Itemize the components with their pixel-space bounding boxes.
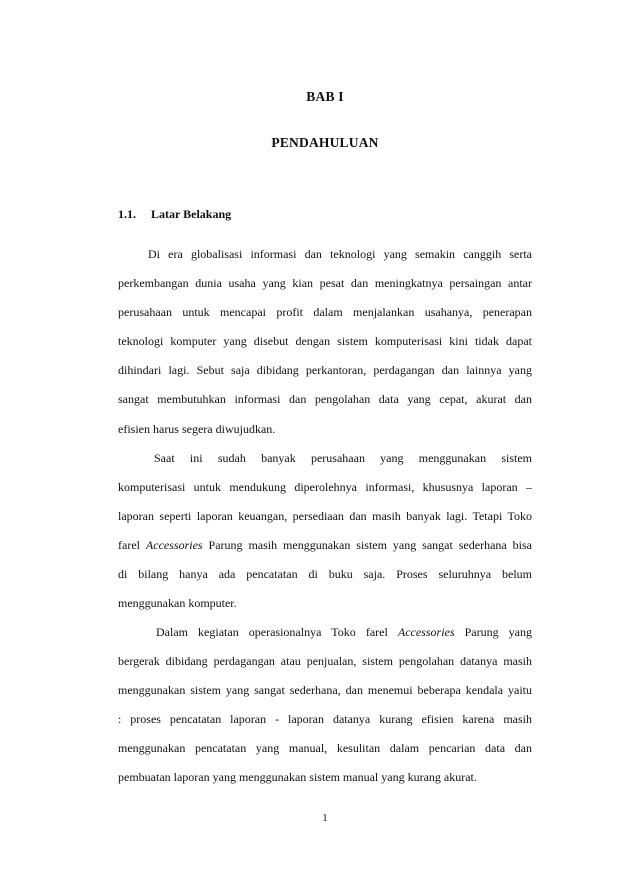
paragraph-line: di bilang hanya ada pencatatan di buku saja. Proses seluruhnya belum: [118, 567, 532, 582]
paragraph-line: pembuatan laporan yang menggunakan sistem manual yang kurang akurat.: [118, 770, 477, 785]
paragraph-1: [118, 240, 532, 444]
section-title: Latar Belakang: [151, 207, 232, 221]
italic-term: Accessories: [145, 538, 203, 553]
paragraph-line: Saat ini sudah banyak perusahaan yang menggunakan sistem: [154, 451, 532, 465]
paragraph-line: dihindari lagi. Sebut saja dibidang perkantoran, perdagangan dan lainnya yang: [118, 363, 532, 378]
chapter-number: BAB I: [306, 89, 344, 104]
paragraph-line: perusahaan untuk mencapai profit dalam menjalankan usahanya, penerapan: [118, 305, 532, 320]
paragraph-line: teknologi komputer yang disebut dengan sistem komputerisasi kini tidak dapat: [118, 334, 532, 349]
section-heading: [118, 207, 231, 222]
paragraph-line: Dalam kegiatan operasionalnya Toko farel Accessories Parung yang: [156, 625, 532, 639]
paragraph-line: farel Accessories Parung masih menggunakan sistem yang sangat sederhana bisa: [118, 538, 532, 553]
paragraph-line: Di era globalisasi informasi dan teknologi yang semakin canggih serta: [148, 247, 532, 261]
section-number: 1.1.: [118, 207, 136, 221]
paragraph-line: : proses pencatatan laporan - laporan datanya kurang efisien karena masih: [118, 712, 532, 727]
italic-term: Accessories: [397, 625, 455, 639]
chapter-title: PENDAHULUAN: [271, 135, 379, 150]
paragraph-line: perkembangan dunia usaha yang kian pesat dan meningkatnya persaingan antar: [118, 276, 532, 291]
page-number: 1: [322, 812, 328, 824]
paragraph-3: [118, 618, 532, 793]
paragraph-line: menggunakan komputer.: [118, 596, 237, 611]
paragraph-line: efisien harus segera diwujudkan.: [118, 421, 276, 436]
paragraph-line: bergerak dibidang perdagangan atau penjualan, sistem pengolahan datanya masih: [118, 654, 532, 669]
paragraph-line: menggunakan sistem yang sangat sederhana, dan menemui beberapa kendala yaitu: [118, 683, 532, 698]
paragraph-line: menggunakan pencatatan yang manual, kesulitan dalam pencarian data dan: [118, 741, 532, 756]
paragraph-line: sangat membutuhkan informasi dan pengolahan data yang cepat, akurat dan: [118, 392, 532, 407]
paragraph-2: [118, 444, 532, 619]
paragraph-line: komputerisasi untuk mendukung diperolehnya informasi, khususnya laporan –: [118, 480, 532, 495]
paragraph-line: laporan seperti laporan keuangan, persediaan dan masih banyak lagi. Tetapi Toko: [118, 509, 532, 524]
